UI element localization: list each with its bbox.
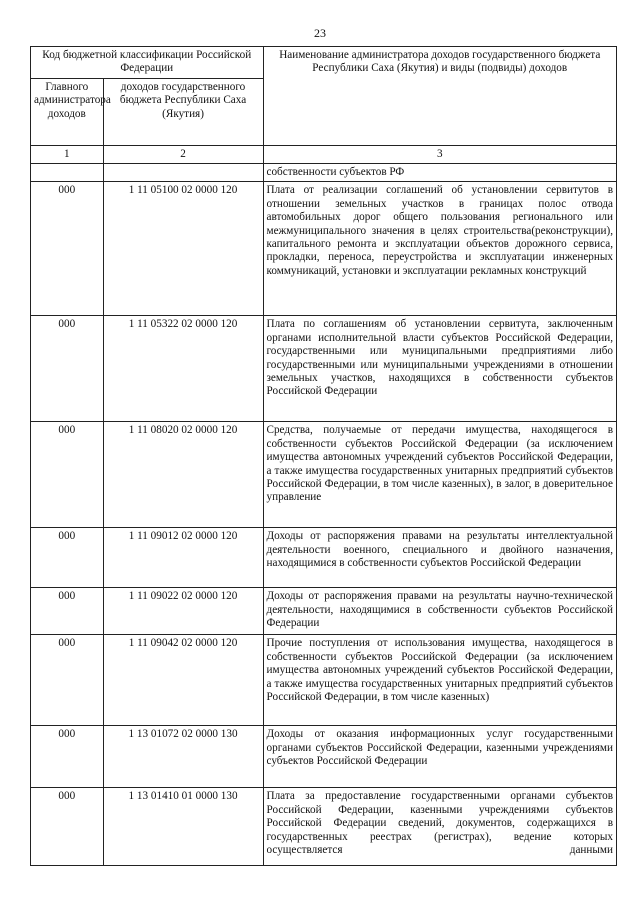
- revenue-name: Плата по соглашениям об установлении сервитута, заключенным органами исполнительной власти субъектов Российской Федерации, государственными или муниципальными предприятиями либо государственными или муниципальными учреждениями в отношении земельных участков, находящихся в собственности субъектов Российской Федерации: [263, 316, 617, 422]
- table-row: [31, 588, 617, 635]
- header-col1-title: Главного администратора доходов: [31, 79, 104, 146]
- revenue-name: Доходы от распоряжения правами на результаты научно-технической деятельности, находящимися в собственности субъектов Российской Федерации: [263, 588, 617, 635]
- revenue-name: Доходы от оказания информационных услуг государственными органами субъектов Российской Федерации, казенными учреждениями субъектов Российской Федерации: [263, 726, 617, 788]
- table-row: [31, 788, 617, 866]
- revenue-name: Средства, получаемые от передачи имущества, находящегося в собственности субъектов Российской Федерации (за исключением имущества автономных учреждений субъектов Российской Федерации, а также имущества государственных унитарных предприятий субъектов Российской Федерации, в том числе казенных), в залог, в доверительное управление: [263, 422, 617, 528]
- revenue-code: 1 13 01410 01 0000 130: [103, 788, 263, 866]
- admin-code: 000: [31, 635, 104, 726]
- column-number-3: 3: [263, 146, 617, 164]
- table-row: [31, 182, 617, 316]
- admin-code: 000: [31, 588, 104, 635]
- revenue-code: 1 11 09012 02 0000 120: [103, 528, 263, 588]
- admin-code: 000: [31, 788, 104, 866]
- table-row: [31, 635, 617, 726]
- budget-classification-table: [30, 46, 617, 866]
- continuation-text: собственности субъектов РФ: [263, 164, 617, 182]
- table-row: [31, 726, 617, 788]
- page-number: 23: [314, 26, 326, 40]
- admin-code: 000: [31, 316, 104, 422]
- table-row: [31, 422, 617, 528]
- revenue-code: 1 11 05100 02 0000 120: [103, 182, 263, 316]
- column-numbers-row: [31, 146, 617, 164]
- revenue-code: 1 11 05322 02 0000 120: [103, 316, 263, 422]
- revenue-name: Плата от реализации соглашений об установлении сервитутов в отношении земельных участков в границах полос отвода автомобильных дорог общего пользования регионального или межмуниципального значения в целях строительства(реконструкции), капитального ремонта и эксплуатации объектов дорожного сервиса, прокладки, переноса, переустройства и эксплуатации инженерных коммуникаций, установки и эксплуатации рекламных конструкций: [263, 182, 617, 316]
- admin-code: 000: [31, 528, 104, 588]
- continuation-code-cell: [103, 164, 263, 182]
- table-header-row-1: [31, 47, 617, 79]
- column-number-2: 2: [103, 146, 263, 164]
- admin-code: 000: [31, 422, 104, 528]
- continuation-row: [31, 164, 617, 182]
- revenue-code: 1 11 08020 02 0000 120: [103, 422, 263, 528]
- header-col3-title: Наименование администратора доходов государственного бюджета Республики Саха (Якутия) и виды (подвиды) доходов: [263, 47, 617, 146]
- column-number-1: 1: [31, 146, 104, 164]
- table-row: [31, 528, 617, 588]
- admin-code: 000: [31, 182, 104, 316]
- revenue-code: 1 11 09042 02 0000 120: [103, 635, 263, 726]
- revenue-name: Плата за предоставление государственными органами субъектов Российской Федерации, казенными учреждениями субъектов Российской Федерации сведений, документов, содержащихся в государственных реестрах (регистрах), ведение которых осуществляется данными: [263, 788, 617, 866]
- header-group-title: Код бюджетной классификации Российской Федерации: [31, 47, 264, 79]
- continuation-admin-cell: [31, 164, 104, 182]
- revenue-code: 1 11 09022 02 0000 120: [103, 588, 263, 635]
- revenue-name: Доходы от распоряжения правами на результаты интеллектуальной деятельности военного, специального и двойного назначения, находящимися в собственности субъектов Российской Федерации: [263, 528, 617, 588]
- admin-code: 000: [31, 726, 104, 788]
- header-col2-title: доходов государственного бюджета Республики Саха (Якутия): [103, 79, 263, 146]
- table-row: [31, 316, 617, 422]
- revenue-code: 1 13 01072 02 0000 130: [103, 726, 263, 788]
- revenue-name: Прочие поступления от использования имущества, находящегося в собственности субъектов Российской Федерации (за исключением имущества автономных учреждений субъектов Российской Федерации, а также имущества государственных унитарных предприятий субъектов Российской Федерации, в том числе казенных): [263, 635, 617, 726]
